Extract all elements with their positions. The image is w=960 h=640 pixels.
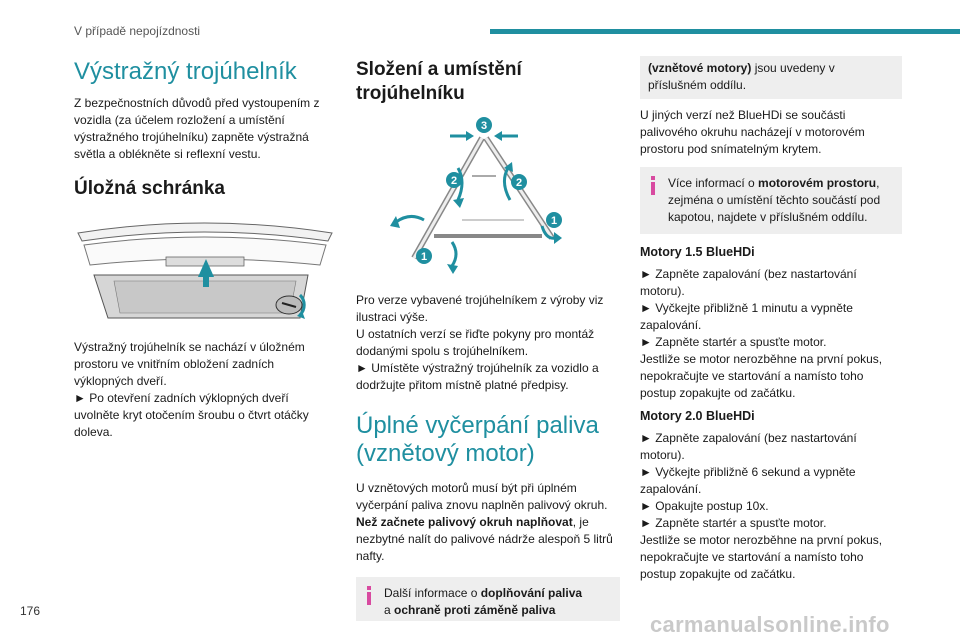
callout-3: 3 [480, 120, 488, 132]
column-2 [356, 56, 620, 621]
step-20-3: ► Opakujte postup 10x. [640, 499, 769, 513]
steps-15-list [640, 266, 902, 402]
title-engines-20: Motory 2.0 BlueHDi [640, 409, 755, 423]
assembly-text-2: U ostatních verzí se řiďte pokyny pro montáž dodanými spolu s trojúhelníkem. [356, 327, 595, 358]
step-15-3: ► Zapněte startér a spusťte motor. [640, 335, 827, 349]
info-box-refuelling: Další informace o doplňování paliva a ochraně proti záměně paliva [356, 577, 620, 621]
callout-2a: 2 [450, 175, 458, 187]
title-engines-15: Motory 1.5 BlueHDi [640, 245, 755, 259]
running-header: V případě nepojízdnosti [74, 24, 201, 38]
assembly-text-1: Pro verze vybavené trojúhelníkem z výroby viz ilustraci výše. [356, 293, 604, 324]
watermark: carmanualsonline.info [650, 612, 890, 637]
step-15-2: ► Vyčkejte přibližně 1 minutu a vypněte zapalování. [640, 301, 853, 332]
other-versions-text: U jiných verzí než BlueHDi se součásti palivového okruhu nacházejí v motorovém prostoru pod snímatelným krytem. [640, 108, 865, 156]
callout-1a: 1 [550, 215, 558, 227]
info-box-continued: (vznětové motory) jsou uvedeny v příslušném oddílu. [640, 56, 902, 99]
step-20-2: ► Vyčkejte přibližně 6 sekund a vypněte zapalování. [640, 465, 856, 496]
title-warning-triangle: Výstražný trojúhelník [74, 58, 297, 85]
step-15-4: Jestliže se motor nerozběhne na první pokus, nepokračujte ve startování a namísto toho postup zopakujte od začátku. [640, 352, 883, 400]
callout-2b: 2 [515, 177, 523, 189]
page-number: 176 [20, 604, 41, 618]
assembly-text-3: ► Umístěte výstražný trojúhelník za vozidlo a dodržujte přitom místně platné předpisy. [356, 361, 599, 392]
storage-text-2: ► Po otevření zadních výklopných dveří uvolněte kryt otočením šroubu o čtvrt otáčky doleva. [74, 391, 309, 439]
step-20-1: ► Zapněte zapalování (bez nastartování motoru). [640, 431, 857, 462]
header-accent-bar [490, 29, 960, 34]
warning-text: Z bezpečnostních důvodů před vystoupením z vozidla (za účelem rozložení a umístění výstražného trojúhelníku) zapněte výstražná světla a oblékněte si reflexní vestu. [74, 96, 320, 161]
info-marker-icon [648, 176, 658, 196]
callout-1b: 1 [420, 251, 428, 263]
column-3 [640, 56, 902, 583]
column-1 [74, 56, 336, 441]
step-20-4: ► Zapněte startér a spusťte motor. [640, 516, 827, 530]
triangle-assembly-illustration [374, 116, 574, 276]
title-assembly: Složení a umístění trojúhelníku [356, 59, 522, 104]
storage-text-1: Výstražný trojúhelník se nachází v úložném prostoru ve vnitřním obložení zadních výklopných dveří. [74, 340, 305, 388]
info-box-engine-compartment: Více informací o motorovém prostoru, zejména o umístění těchto součástí pod kapotou, najdete v příslušném oddílu. [640, 167, 902, 234]
step-20-5: Jestliže se motor nerozběhne na první pokus, nepokračujte ve startování a namísto toho postup zopakujte od začátku. [640, 533, 883, 581]
info-marker-icon [364, 586, 374, 606]
title-storage-box: Úložná schránka [74, 178, 225, 199]
storage-illustration [74, 215, 336, 325]
fuel-text: U vznětových motorů musí být při úplném vyčerpání paliva znovu naplněn palivový okruh. Než začnete palivový okruh naplňovat, je nezbytné nalít do palivové nádrže alespoň 5 litrů nafty. [356, 481, 613, 563]
title-fuel-exhaustion: Úplné vyčerpání paliva (vznětový motor) [356, 412, 599, 467]
steps-20-list [640, 430, 902, 583]
step-15-1: ► Zapněte zapalování (bez nastartování motoru). [640, 267, 857, 298]
